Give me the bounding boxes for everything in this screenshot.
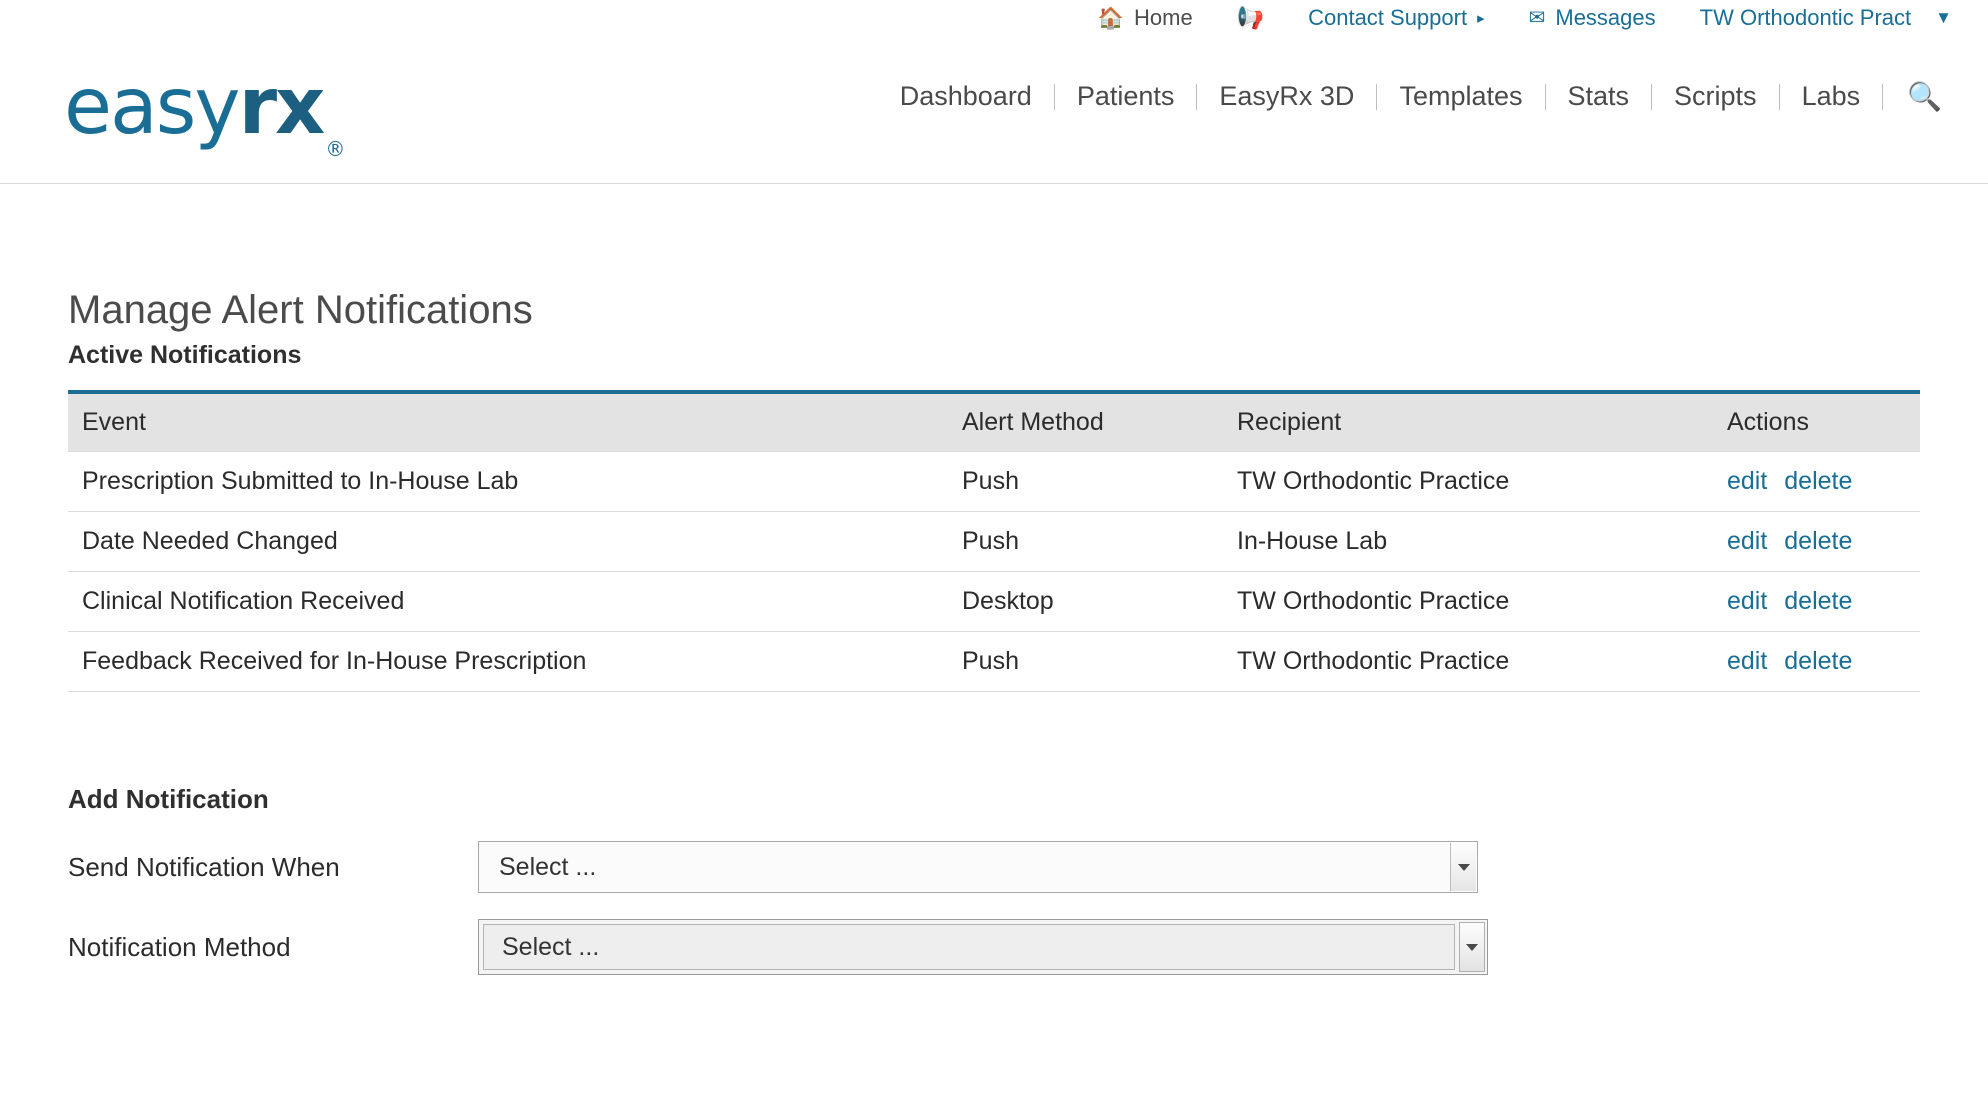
chevron-down-glyph xyxy=(1458,864,1470,871)
easyrx-logo[interactable] xyxy=(64,62,344,161)
cell-event: Date Needed Changed xyxy=(68,512,948,572)
nav-item-templates[interactable]: Templates xyxy=(1399,81,1523,111)
table-row xyxy=(68,452,1920,512)
active-notifications-heading: Active Notifications xyxy=(68,341,302,369)
account-menu[interactable] xyxy=(1700,5,1952,31)
cell-event: Clinical Notification Received xyxy=(68,572,948,632)
nav-item-stats[interactable]: Stats xyxy=(1567,81,1630,111)
chevron-right-icon: ▸ xyxy=(1477,10,1485,27)
active-notifications-table xyxy=(68,394,1920,692)
notification-method-row xyxy=(68,919,1988,975)
column-header-actions: Actions xyxy=(1713,394,1920,452)
search-icon[interactable]: 🔍 xyxy=(1907,81,1942,112)
send-notification-when-row xyxy=(68,841,1988,893)
column-header-event: Event xyxy=(68,394,948,452)
notification-method-inner xyxy=(483,924,1455,970)
logo-easy-text: easy xyxy=(64,62,239,152)
table-header-row xyxy=(68,394,1920,452)
delete-link[interactable]: delete xyxy=(1784,527,1853,555)
chevron-down-icon: ▼ xyxy=(1935,8,1952,27)
envelope-icon: ✉ xyxy=(1528,7,1546,29)
cell-actions xyxy=(1713,572,1920,632)
main-navigation xyxy=(878,80,1952,113)
messages-link[interactable] xyxy=(1529,5,1656,31)
cell-alert-method: Desktop xyxy=(948,572,1223,632)
send-notification-when-select[interactable] xyxy=(478,841,1478,893)
contact-support-link[interactable] xyxy=(1308,5,1485,31)
edit-link[interactable]: edit xyxy=(1727,647,1768,675)
nav-item-easyrx-3d[interactable]: EasyRx 3D xyxy=(1219,81,1355,111)
contact-support-label: Contact Support xyxy=(1308,5,1468,30)
home-link-label: Home xyxy=(1134,5,1193,30)
column-header-alert-method: Alert Method xyxy=(948,394,1223,452)
nav-item-dashboard[interactable]: Dashboard xyxy=(899,81,1032,111)
notification-method-value: Select ... xyxy=(502,932,600,961)
nav-item-scripts[interactable]: Scripts xyxy=(1674,81,1757,111)
cell-recipient: TW Orthodontic Practice xyxy=(1223,572,1713,632)
cell-event: Feedback Received for In-House Prescription xyxy=(68,632,948,692)
nav-item-labs[interactable]: Labs xyxy=(1801,81,1861,111)
notification-method-select[interactable] xyxy=(478,919,1488,975)
megaphone-icon: 📢 xyxy=(1236,5,1265,30)
table-header xyxy=(68,394,1920,452)
cell-recipient: TW Orthodontic Practice xyxy=(1223,452,1713,512)
table-body xyxy=(68,452,1920,692)
edit-link[interactable]: edit xyxy=(1727,587,1768,615)
page-title: Manage Alert Notifications xyxy=(68,288,533,332)
table-row xyxy=(68,572,1920,632)
cell-alert-method: Push xyxy=(948,452,1223,512)
edit-link[interactable]: edit xyxy=(1727,527,1768,555)
cell-event: Prescription Submitted to In-House Lab xyxy=(68,452,948,512)
cell-recipient: In-House Lab xyxy=(1223,512,1713,572)
nav-item-patients[interactable]: Patients xyxy=(1076,81,1175,111)
notification-method-label: Notification Method xyxy=(68,931,291,962)
table-row xyxy=(68,512,1920,572)
utility-bar xyxy=(0,0,1988,36)
send-notification-when-value: Select ... xyxy=(499,852,597,881)
add-notification-heading: Add Notification xyxy=(68,784,269,814)
cell-actions xyxy=(1713,632,1920,692)
home-icon: 🏠 xyxy=(1097,6,1124,30)
delete-link[interactable]: delete xyxy=(1784,647,1853,675)
send-notification-when-label: Send Notification When xyxy=(68,851,340,882)
delete-link[interactable]: delete xyxy=(1784,467,1853,495)
announcements-button[interactable] xyxy=(1237,7,1264,29)
logo-rx-text: rx xyxy=(238,62,324,152)
chevron-down-icon[interactable] xyxy=(1459,922,1485,972)
table-row xyxy=(68,632,1920,692)
cell-recipient: TW Orthodontic Practice xyxy=(1223,632,1713,692)
registered-mark: ® xyxy=(325,136,344,161)
messages-label: Messages xyxy=(1555,5,1656,30)
chevron-down-glyph xyxy=(1466,944,1478,951)
site-header xyxy=(0,36,1988,184)
cell-alert-method: Push xyxy=(948,512,1223,572)
account-menu-label: TW Orthodontic Pract xyxy=(1699,5,1912,30)
home-link[interactable] xyxy=(1098,5,1193,31)
page-content xyxy=(0,184,1988,975)
delete-link[interactable]: delete xyxy=(1784,587,1853,615)
edit-link[interactable]: edit xyxy=(1727,467,1768,495)
cell-actions xyxy=(1713,452,1920,512)
chevron-down-icon[interactable] xyxy=(1450,843,1476,891)
cell-alert-method: Push xyxy=(948,632,1223,692)
column-header-recipient: Recipient xyxy=(1223,394,1713,452)
active-notifications-table-wrapper xyxy=(68,390,1920,692)
cell-actions xyxy=(1713,512,1920,572)
